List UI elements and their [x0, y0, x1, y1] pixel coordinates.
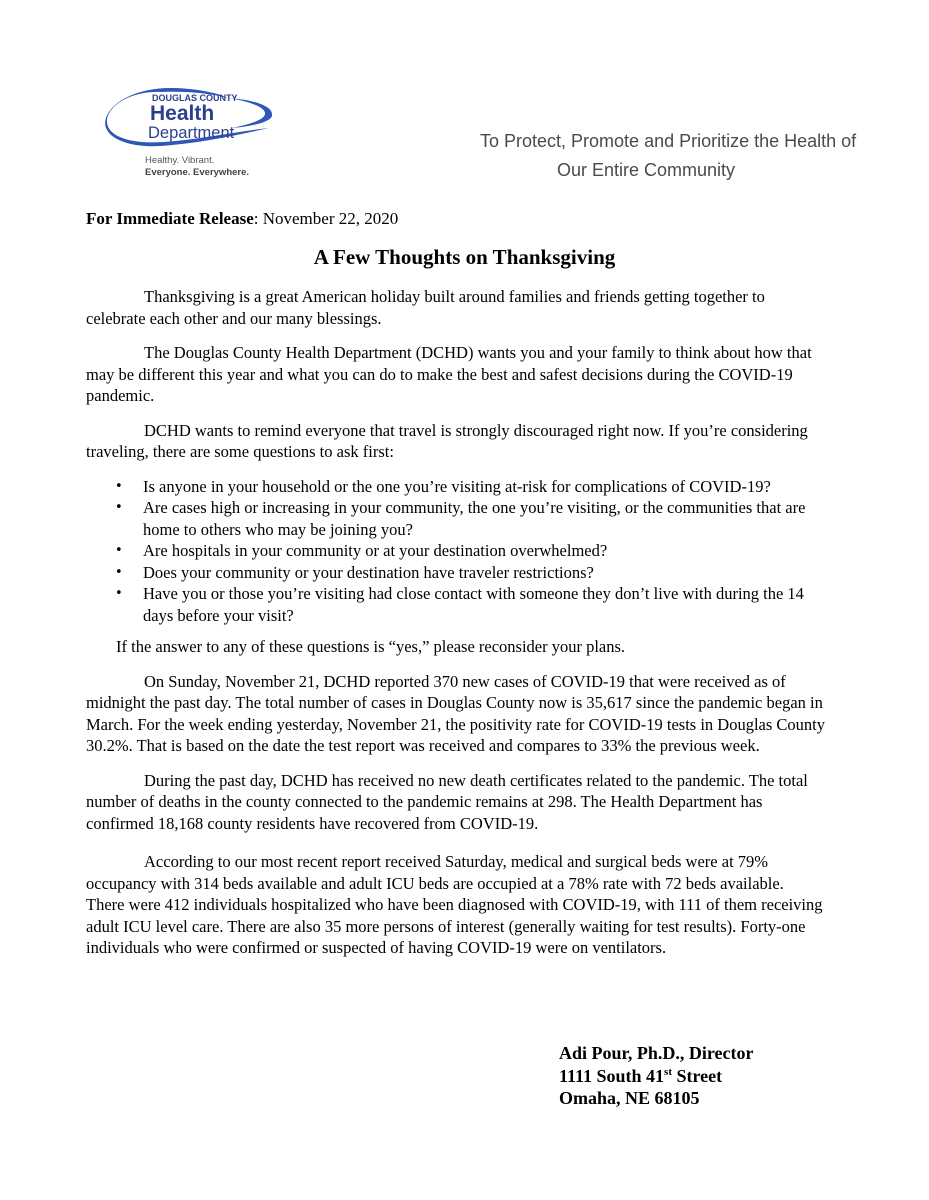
paragraph-hospital: According to our most recent report received Saturday, medical and surgical beds were at 79% occupancy with 314 beds available and adult ICU beds are occupied at a 78% rate with 72 beds available. There were 412 individuals hospitalized who have been diagnosed with COVID-19, with 111 of them receiving adult ICU level care. There are also 35 more persons of interest (generally waiting for test results). Forty-one individuals who were confirmed or suspected of having COVID-19 were on ventilators.	[86, 852, 823, 957]
release-label: For Immediate Release	[86, 209, 254, 228]
logo-slogan-line2: Everyone. Everywhere.	[145, 167, 250, 178]
logo-slogan-line1: Healthy. Vibrant.	[145, 155, 215, 166]
health-department-logo	[104, 84, 280, 180]
paragraph-cases: On Sunday, November 21, DCHD reported 370 new cases of COVID-19 that were received as of midnight the past day. The total number of cases in Douglas County now is 35,617 since the pandemic began in March. For the week ending yesterday, November 21, the positivity rate for COVID-19 tests in Douglas County 30.2%. That is based on the date the test report was received and compares to 33% the previous week.	[86, 671, 825, 755]
paragraph-dchd-think: The Douglas County Health Department (DCHD) wants you and your family to think about how that may be different this year and what you can do to make the best and safest decisions during the COVID-19 pandemic.	[86, 343, 812, 405]
release-line	[86, 209, 398, 229]
paragraph-travel: DCHD wants to remind everyone that travel is strongly discouraged right now. If you’re considering traveling, there are some questions to ask first:	[86, 420, 808, 461]
release-date: : November 22, 2020	[253, 209, 399, 228]
signature-block	[559, 1042, 753, 1110]
tagline-line-1: To Protect, Promote and Prioritize the Health of	[480, 131, 857, 151]
logo-county-text: DOUGLAS COUNTY	[152, 93, 238, 103]
question-item: • Have you or those you’re visiting had close contact with someone they don’t live with during the 14 days before your visit?	[143, 583, 826, 626]
question-item: • Are hospitals in your community or at your destination overwhelmed?	[143, 540, 826, 562]
paragraph-reconsider: If the answer to any of these questions is “yes,” please reconsider your plans.	[116, 637, 626, 656]
logo-health-text: Health	[150, 102, 215, 125]
logo-department-text: Department	[148, 124, 235, 142]
paragraph-intro: Thanksgiving is a great American holiday built around families and friends getting together to celebrate each other and our many blessings.	[86, 287, 765, 328]
document-body	[86, 286, 826, 972]
signature-street: 1111 South 41st Street	[559, 1065, 723, 1086]
document-title: A Few Thoughts on Thanksgiving	[313, 245, 616, 269]
mission-tagline	[440, 127, 920, 185]
signature-name: Adi Pour, Ph.D., Director	[559, 1043, 754, 1063]
paragraph-deaths: During the past day, DCHD has received no new death certificates related to the pandemic. The total number of deaths in the county connected to the pandemic remains at 298. The Health Department has confirmed 18,168 county residents have recovered from COVID-19.	[86, 770, 808, 833]
question-item: • Are cases high or increasing in your community, the one you’re visiting, or the communities that are home to others who may be joining you?	[143, 497, 826, 540]
question-item: • Does your community or your destination have traveler restrictions?	[143, 562, 826, 584]
questions-list	[86, 476, 826, 627]
tagline-line-2: Our Entire Community	[557, 160, 736, 180]
signature-city: Omaha, NE 68105	[559, 1088, 700, 1108]
question-item: • Is anyone in your household or the one you’re visiting at-risk for complications of COVID-19?	[143, 476, 826, 498]
